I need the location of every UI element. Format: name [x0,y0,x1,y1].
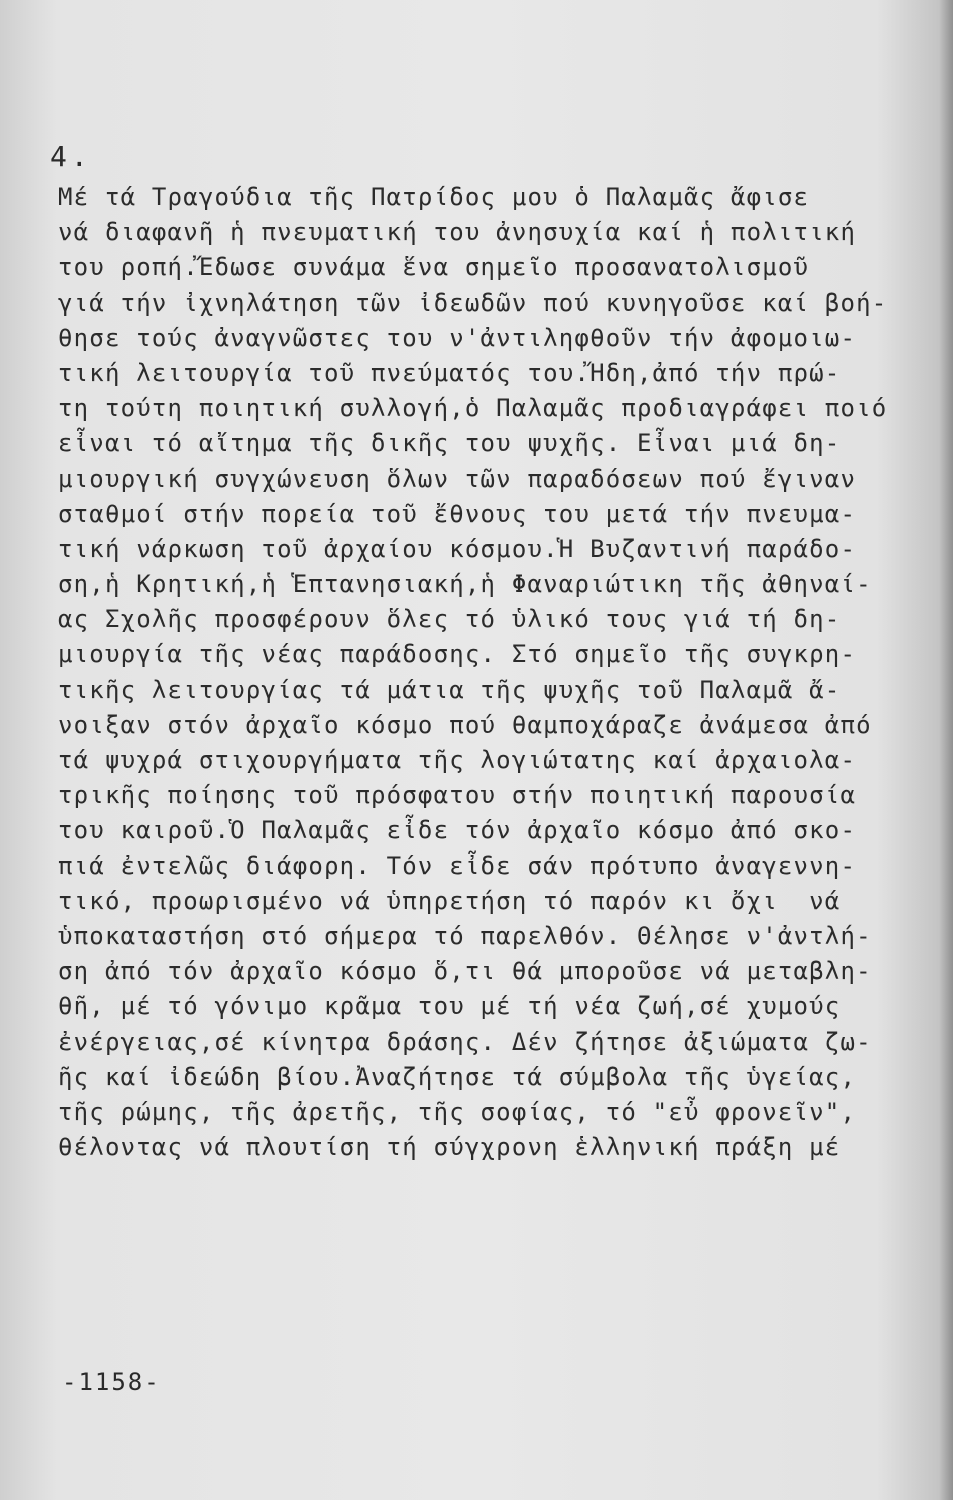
text-line: του ροπή.Ἔδωσε συνάμα ἕνα σημεῖο προσανατολισμοῦ [58,253,810,282]
text-line: τικῆς λειτουργίας τά μάτια τῆς ψυχῆς τοῦ Παλαμᾶ ἄ- [58,675,841,704]
text-line: τά ψυχρά στιχουργήματα τῆς λογιώτατης καί ἀρχαιολα- [58,746,857,774]
text-line: ση,ἡ Κρητική,ἡ Ἑπτανησιακή,ἡ Φαναριώτικη τῆς ἀθηναί- [58,570,872,599]
text-line: μιουργική συγχώνευση ὅλων τῶν παραδόσεων πού ἔγιναν [58,464,857,493]
text-line: θησε τούς ἀναγνῶστες του ν'ἀντιληφθοῦν τήν ἀφομοιω- [58,323,857,352]
text-line: τική νάρκωση τοῦ ἀρχαίου κόσμου.Ἡ Βυζαντινή παράδο- [58,534,857,563]
text-line: ὑποκαταστήση στό σήμερα τό παρελθόν. Θέλησε ν'ἀντλή- [58,921,872,950]
text-line: σταθμοί στήν πορεία τοῦ ἔθνους του μετά τήν πνευμα- [58,499,857,528]
text-line: ση ἀπό τόν ἀρχαῖο κόσμο ὅ,τι θά μποροῦσε νά μεταβλη- [58,957,872,986]
page-number: 4. [50,140,92,173]
text-line: θέλοντας νά πλουτίση τή σύγχρονη ἑλληνική πράξη μέ [58,1133,841,1162]
text-line: νοιξαν στόν ἀρχαῖο κόσμο πού θαμποχάραζε ἀνάμεσα ἀπό [58,710,872,739]
text-line: ῆς καί ἰδεώδη βίου.Ἀναζήτησε τά σύμβολα τῆς ὑγείας, [58,1062,857,1091]
text-line: εἶναι τό αἴτημα τῆς δικῆς του ψυχῆς. Εἶναι μιά δη- [58,429,841,458]
page-edge-shadow [939,0,953,1500]
text-line: Μέ τά Τραγούδια τῆς Πατρίδος μου ὁ Παλαμᾶς ἄφισε [58,183,810,211]
text-line: πιά ἐντελῶς διάφορη. Τόν εἶδε σάν πρότυπο ἀναγεννη- [58,851,857,880]
text-line: τῆς ρώμης, τῆς ἀρετῆς, τῆς σοφίας, τό "εὖ φρονεῖν", [58,1097,857,1126]
text-line: μιουργία τῆς νέας παράδοσης. Στό σημεῖο τῆς συγκρη- [58,640,857,669]
text-line: τική λειτουργία τοῦ πνεύματός του.Ἤδη,ἀπό τήν πρώ- [58,358,841,387]
text-line: τη τούτη ποιητική συλλογή,ὁ Παλαμᾶς προδιαγράφει ποιό [58,394,888,423]
text-line: γιά τήν ἰχνηλάτηση τῶν ἰδεωδῶν πού κυνηγοῦσε καί βοή- [58,288,888,317]
text-line: τικό, προωρισμένο νά ὑπηρετήση τό παρόν κι ὄχι νά [58,886,841,915]
text-line: του καιροῦ.Ὁ Παλαμᾶς εἶδε τόν ἀρχαῖο κόσμο ἀπό σκο- [58,816,857,845]
text-line: νά διαφανῆ ἡ πνευματική του ἀνησυχία καί ἡ πολιτική [58,218,857,247]
text-line: τρικῆς ποίησης τοῦ πρόσφατου στήν ποιητική παρουσία [58,781,857,810]
text-line: ἐνέργειας,σέ κίνητρα δράσης. Δέν ζήτησε ἀξιώματα ζω- [58,1027,872,1056]
footer-page-number: -1158- [62,1368,161,1396]
body-text [58,180,918,1165]
text-line: θῆ, μέ τό γόνιμο κρᾶμα του μέ τή νέα ζωή,σέ χυμούς [58,992,841,1021]
text-line: ας Σχολῆς προσφέρουν ὅλες τό ὑλικό τους γιά τή δη- [58,605,841,634]
